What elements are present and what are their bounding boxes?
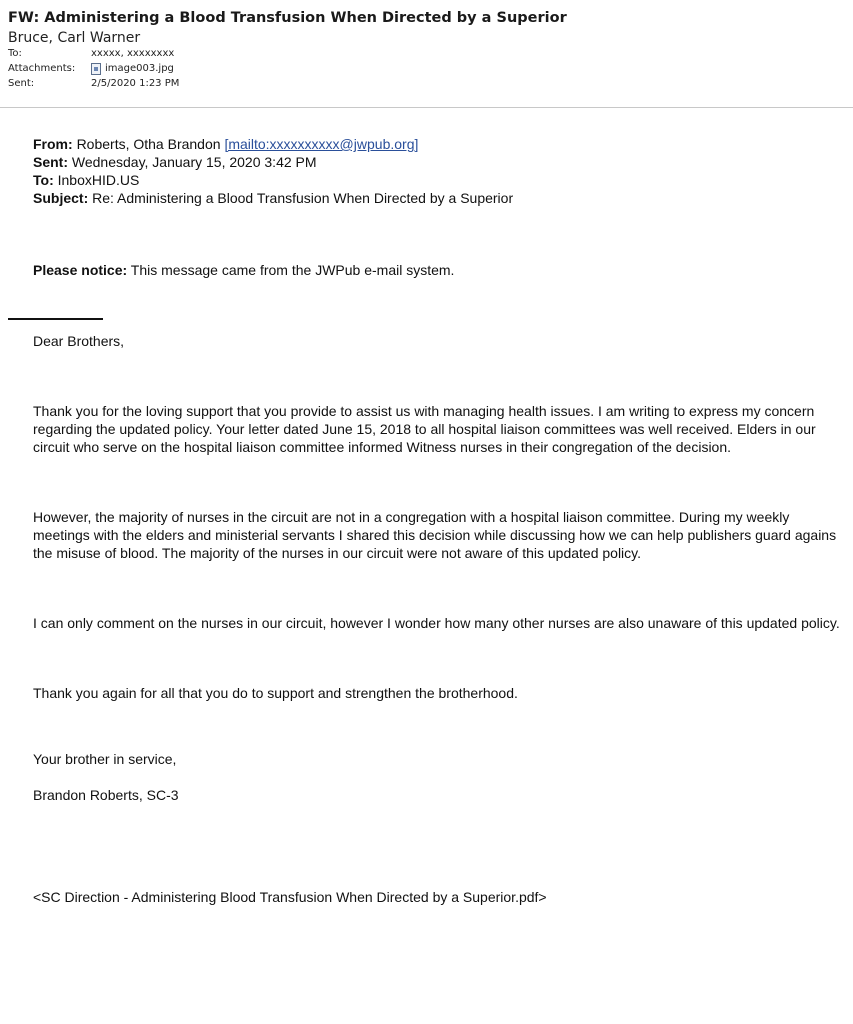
fwd-from-value: Roberts, Otha Brandon [76, 136, 221, 152]
email-body [33, 135, 848, 906]
fwd-subject-label: Subject: [33, 190, 89, 206]
image-file-icon [91, 63, 101, 75]
notice-label: Please notice: [33, 262, 128, 278]
paragraph-3: I can only comment on the nurses in our circuit, however I wonder how many other nurses are also unaware of this updated policy. [33, 615, 840, 631]
fwd-sent-label: Sent: [33, 154, 68, 170]
greeting: Dear Brothers, [33, 333, 125, 349]
to-recipients[interactable]: xxxxx, xxxxxxxx [91, 48, 175, 59]
separator-rule [8, 318, 103, 320]
email-subject: FW: Administering a Blood Transfusion When Directed by a Superior [8, 10, 567, 26]
fwd-subject-value: Re: Administering a Blood Transfusion When Directed by a Superior [92, 190, 514, 206]
fwd-sent-line [33, 153, 848, 171]
to-row [8, 46, 848, 61]
fwd-subject-line [33, 189, 848, 207]
fwd-sent-value: Wednesday, January 15, 2020 3:42 PM [71, 154, 317, 170]
notice-text: This message came from the JWPub e-mail system. [130, 262, 455, 278]
closing: Your brother in service, [33, 751, 177, 767]
paragraph-2: However, the majority of nurses in the circuit are not in a congregation with a hospital liaison committee. During my weekly meetings with the elders and ministerial servants I shared this decision while discussing how we can help publishers guard agains the misuse of blood. The majority of the nurses in our circuit were not aware of this updated policy. [33, 509, 837, 561]
fwd-to-value: InboxHID.US [57, 172, 140, 188]
paragraph-4: Thank you again for all that you do to support and strengthen the brotherhood. [33, 685, 518, 701]
to-label: To: [8, 48, 22, 59]
notice-line [33, 261, 848, 279]
fwd-to-line [33, 171, 848, 189]
header-divider [0, 107, 853, 108]
attachments-row [8, 61, 848, 76]
fwd-from-line [33, 135, 848, 153]
attachments-label: Attachments: [8, 63, 76, 74]
email-header [8, 10, 848, 91]
mailto-link[interactable]: [mailto:xxxxxxxxxx@jwpub.org] [224, 136, 419, 152]
attachment-item[interactable] [91, 63, 174, 75]
sent-row [8, 76, 848, 91]
signature: Brandon Roberts, SC-3 [33, 787, 179, 803]
paragraph-1: Thank you for the loving support that you provide to assist us with managing health issues. I am writing to express my concern regarding the updated policy. Your letter dated June 15, 2018 to all hospital liaison committees was well received. Elders in our circuit who serve on the hospital liaison committee informed Witness nurses in their congregation of the decision. [33, 403, 816, 455]
email-sender[interactable]: Bruce, Carl Warner [8, 30, 141, 46]
fwd-from-label: From: [33, 136, 73, 152]
attachment-name[interactable]: image003.jpg [105, 63, 174, 74]
fwd-to-label: To: [33, 172, 54, 188]
sent-label: Sent: [8, 78, 35, 89]
sent-value: 2/5/2020 1:23 PM [91, 78, 180, 89]
attachment-reference: <SC Direction - Administering Blood Transfusion When Directed by a Superior.pdf> [33, 889, 547, 905]
